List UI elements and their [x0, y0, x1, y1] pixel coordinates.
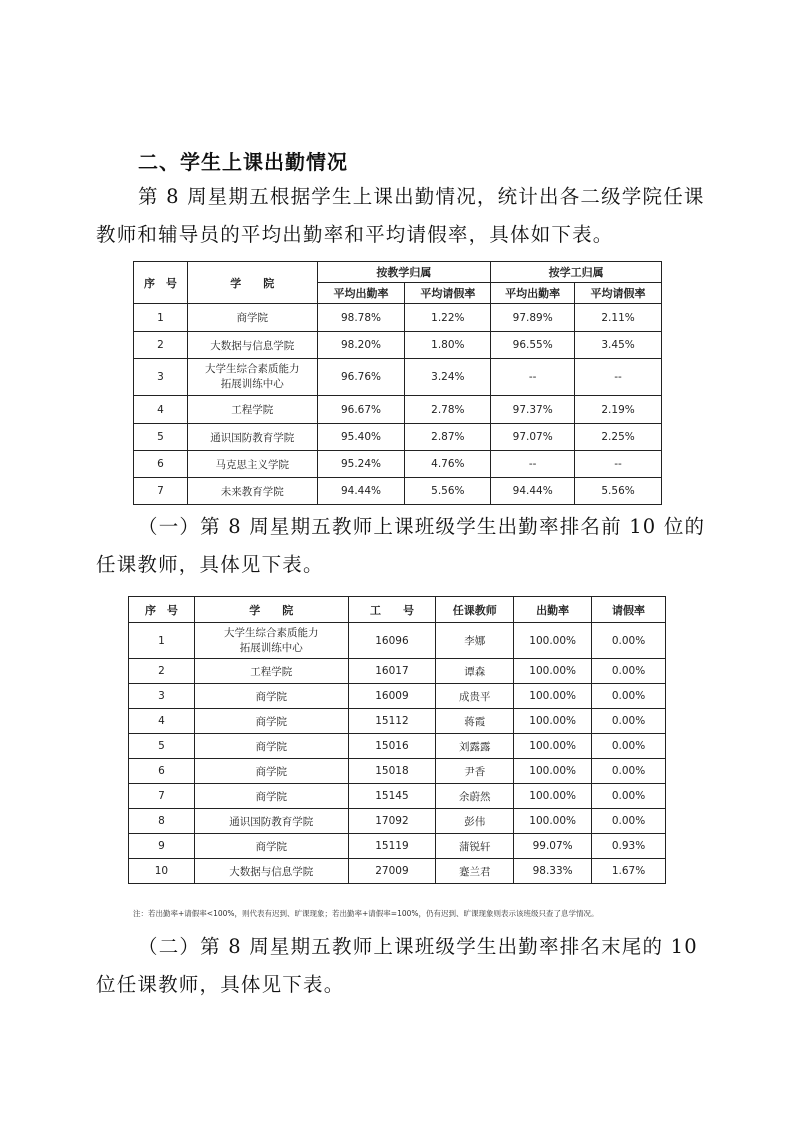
cell-attendance: 100.00% — [514, 759, 592, 784]
cell-college: 商学院 — [187, 304, 317, 332]
cell-seq: 1 — [129, 623, 195, 659]
cell-seq: 5 — [134, 424, 188, 451]
cell-college: 马克思主义学院 — [187, 451, 317, 478]
cell-leave: 2.87% — [405, 424, 491, 451]
college-attendance-table — [133, 261, 662, 505]
cell-college — [187, 359, 317, 396]
table-row — [129, 709, 666, 734]
cell-seq: 3 — [129, 684, 195, 709]
cell-staff-id: 15112 — [348, 709, 436, 734]
cell-seq: 2 — [129, 659, 195, 684]
cell-attendance: -- — [491, 359, 575, 396]
header-staff-id: 工 号 — [348, 597, 436, 623]
header-teacher: 任课教师 — [436, 597, 514, 623]
college-line: 拓展训练中心 — [220, 378, 284, 390]
header-attendance: 出勤率 — [514, 597, 592, 623]
cell-attendance: 98.78% — [317, 304, 405, 332]
ranking-bottom-paragraph — [96, 928, 706, 1004]
cell-attendance: 96.67% — [317, 396, 405, 424]
cell-teacher: 尹香 — [436, 759, 514, 784]
cell-attendance: 100.00% — [514, 684, 592, 709]
intro-paragraph — [96, 178, 706, 254]
cell-leave: 0.00% — [592, 684, 666, 709]
cell-college: 工程学院 — [194, 659, 348, 684]
cell-college: 通识国防教育学院 — [187, 424, 317, 451]
cell-leave: 0.00% — [592, 809, 666, 834]
cell-attendance: 98.33% — [514, 859, 592, 884]
cell-leave: 1.67% — [592, 859, 666, 884]
cell-seq: 6 — [134, 451, 188, 478]
cell-seq: 2 — [134, 332, 188, 359]
header-avg-leave: 平均请假率 — [405, 283, 491, 304]
cell-college: 商学院 — [194, 734, 348, 759]
cell-leave: 0.00% — [592, 659, 666, 684]
table-row — [129, 834, 666, 859]
cell-attendance: 97.37% — [491, 396, 575, 424]
cell-college: 商学院 — [194, 759, 348, 784]
table-row — [129, 759, 666, 784]
cell-leave: 0.00% — [592, 784, 666, 809]
cell-attendance: 98.20% — [317, 332, 405, 359]
cell-college: 商学院 — [194, 684, 348, 709]
table-row — [129, 809, 666, 834]
cell-leave: -- — [575, 451, 662, 478]
cell-attendance: 94.44% — [317, 478, 405, 505]
cell-seq: 4 — [129, 709, 195, 734]
cell-college: 大数据与信息学院 — [194, 859, 348, 884]
cell-staff-id: 15145 — [348, 784, 436, 809]
cell-attendance: 97.07% — [491, 424, 575, 451]
cell-leave: 3.45% — [575, 332, 662, 359]
cell-attendance: 97.89% — [491, 304, 575, 332]
cell-leave: 0.00% — [592, 734, 666, 759]
cell-attendance: 100.00% — [514, 784, 592, 809]
cell-staff-id: 17092 — [348, 809, 436, 834]
cell-seq: 4 — [134, 396, 188, 424]
cell-college: 工程学院 — [187, 396, 317, 424]
cell-college: 大数据与信息学院 — [187, 332, 317, 359]
table-row — [134, 332, 662, 359]
cell-staff-id: 16017 — [348, 659, 436, 684]
cell-leave: 5.56% — [575, 478, 662, 505]
table-row — [134, 478, 662, 505]
header-avg-leave: 平均请假率 — [575, 283, 662, 304]
cell-seq: 3 — [134, 359, 188, 396]
cell-leave: 1.22% — [405, 304, 491, 332]
ranking-bottom-text: （二）第 8 周星期五教师上课班级学生出勤率排名末尾的 10 位任课教师，具体见下表。 — [96, 935, 698, 996]
cell-teacher: 余蔚然 — [436, 784, 514, 809]
table-row — [134, 359, 662, 396]
college-line: 大学生综合素质能力 — [223, 626, 319, 639]
cell-teacher: 蒲锐轩 — [436, 834, 514, 859]
table-row — [129, 784, 666, 809]
cell-seq: 6 — [129, 759, 195, 784]
cell-attendance: 100.00% — [514, 623, 592, 659]
cell-attendance: 95.40% — [317, 424, 405, 451]
cell-teacher: 成贵平 — [436, 684, 514, 709]
cell-seq: 7 — [129, 784, 195, 809]
intro-text: 第 8 周星期五根据学生上课出勤情况，统计出各二级学院任课教师和辅导员的平均出勤率和平均请假率，具体如下表。 — [96, 185, 705, 246]
cell-seq: 9 — [129, 834, 195, 859]
cell-college — [194, 623, 348, 659]
header-seq: 序 号 — [134, 262, 188, 304]
cell-attendance: 100.00% — [514, 709, 592, 734]
cell-attendance: 99.07% — [514, 834, 592, 859]
cell-attendance: 95.24% — [317, 451, 405, 478]
cell-leave: 2.25% — [575, 424, 662, 451]
table-row — [129, 734, 666, 759]
cell-attendance: 100.00% — [514, 734, 592, 759]
cell-seq: 7 — [134, 478, 188, 505]
table-row — [129, 659, 666, 684]
cell-staff-id: 15018 — [348, 759, 436, 784]
table-row — [134, 304, 662, 332]
cell-teacher: 李娜 — [436, 623, 514, 659]
table-row — [129, 859, 666, 884]
cell-staff-id: 27009 — [348, 859, 436, 884]
cell-staff-id: 16009 — [348, 684, 436, 709]
ranking-top-text: （一）第 8 周星期五教师上课班级学生出勤率排名前 10 位的任课教师，具体见下表。 — [96, 515, 706, 576]
cell-college: 商学院 — [194, 784, 348, 809]
table-row — [134, 396, 662, 424]
cell-college: 商学院 — [194, 709, 348, 734]
cell-leave: 5.56% — [405, 478, 491, 505]
college-line: 拓展训练中心 — [239, 641, 303, 654]
cell-college: 通识国防教育学院 — [194, 809, 348, 834]
header-group-student-work: 按学工归属 — [491, 262, 662, 283]
table-row — [129, 684, 666, 709]
cell-leave: 0.00% — [592, 623, 666, 659]
cell-teacher: 谭森 — [436, 659, 514, 684]
cell-leave: 0.00% — [592, 759, 666, 784]
table-row — [134, 451, 662, 478]
header-seq: 序 号 — [129, 597, 195, 623]
cell-leave: -- — [575, 359, 662, 396]
ranking-top-paragraph — [96, 508, 706, 584]
cell-leave: 2.11% — [575, 304, 662, 332]
cell-staff-id: 16096 — [348, 623, 436, 659]
section-heading: 二、学生上课出勤情况 — [138, 150, 348, 174]
cell-leave: 0.00% — [592, 709, 666, 734]
header-avg-attendance: 平均出勤率 — [491, 283, 575, 304]
cell-staff-id: 15119 — [348, 834, 436, 859]
cell-leave: 2.19% — [575, 396, 662, 424]
cell-attendance: 94.44% — [491, 478, 575, 505]
cell-attendance: 96.76% — [317, 359, 405, 396]
college-line: 大学生综合素质能力 — [204, 363, 300, 375]
cell-leave: 2.78% — [405, 396, 491, 424]
table-row — [134, 424, 662, 451]
cell-seq: 8 — [129, 809, 195, 834]
cell-teacher: 刘露露 — [436, 734, 514, 759]
cell-leave: 0.93% — [592, 834, 666, 859]
cell-teacher: 彭伟 — [436, 809, 514, 834]
cell-teacher: 蹇兰君 — [436, 859, 514, 884]
header-college: 学 院 — [187, 262, 317, 304]
cell-attendance: 100.00% — [514, 659, 592, 684]
cell-seq: 5 — [129, 734, 195, 759]
cell-attendance: 100.00% — [514, 809, 592, 834]
cell-attendance: 96.55% — [491, 332, 575, 359]
cell-staff-id: 15016 — [348, 734, 436, 759]
cell-teacher: 蒋霞 — [436, 709, 514, 734]
table-row — [129, 623, 666, 659]
cell-leave: 4.76% — [405, 451, 491, 478]
table-footnote: 注：若出勤率+请假率<100%，则代表有迟到、旷课现象；若出勤率+请假率=100%，仍有迟到、旷课现象则表示该班级只查了息学情况。 — [133, 909, 599, 918]
header-college: 学 院 — [194, 597, 348, 623]
cell-seq: 1 — [134, 304, 188, 332]
header-leave: 请假率 — [592, 597, 666, 623]
cell-leave: 1.80% — [405, 332, 491, 359]
cell-seq: 10 — [129, 859, 195, 884]
header-group-teaching: 按教学归属 — [317, 262, 491, 283]
cell-leave: 3.24% — [405, 359, 491, 396]
cell-college: 商学院 — [194, 834, 348, 859]
header-avg-attendance: 平均出勤率 — [317, 283, 405, 304]
cell-attendance: -- — [491, 451, 575, 478]
top-teachers-table — [128, 596, 666, 884]
cell-college: 未来教育学院 — [187, 478, 317, 505]
